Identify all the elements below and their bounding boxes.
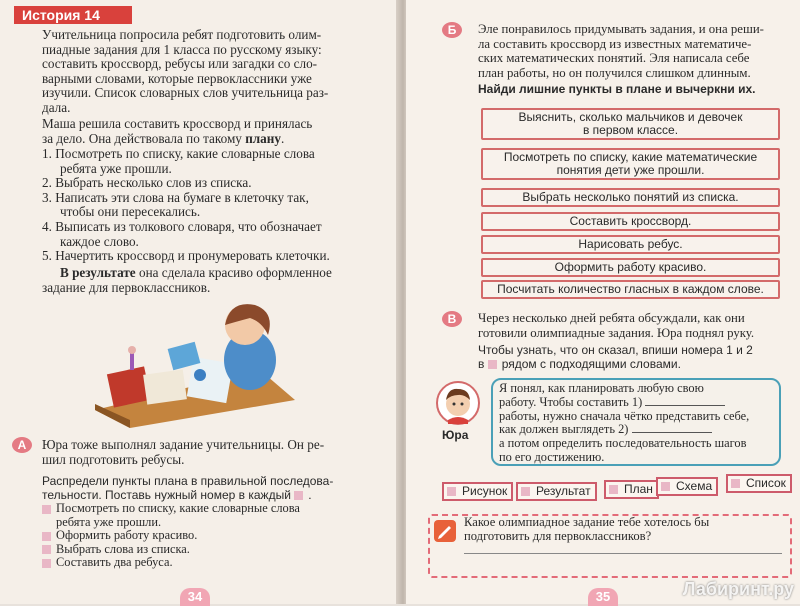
avatar-name: Юра (442, 428, 469, 442)
word-chip[interactable]: Рисунок (442, 482, 513, 501)
masha-paragraph: Маша решила составить кроссворд и принялась за дело. Она действовала по такому плану. (42, 116, 313, 146)
blank-2[interactable] (632, 432, 712, 433)
step-3: 3. Написать эти слова на бумаге в клеточку так, (42, 189, 309, 205)
step-5: 5. Начертить кроссворд и пронумеровать клеточки. (42, 248, 330, 264)
checkbox-icon (294, 491, 303, 500)
plan-item[interactable]: Выбрать несколько понятий из списка. (481, 188, 780, 207)
page-number-left: 34 (180, 588, 210, 606)
task-v-badge: В (442, 311, 462, 327)
word-chip[interactable]: Список (726, 474, 792, 493)
girl-drawing-illustration (90, 300, 300, 428)
plan-item[interactable]: Нарисовать ребус. (481, 235, 780, 254)
answer-line[interactable] (464, 553, 782, 554)
task-a-items: Посмотреть по списку, какие словарные слова ребята уже прошли. Оформить работу красиво. Выбрать слова из списка. Составить два ребуса. (42, 502, 382, 570)
story-header: История 14 (14, 6, 132, 24)
left-page (0, 0, 400, 604)
number-box[interactable] (42, 559, 51, 568)
task-a-item: Выбрать слова из списка. (42, 543, 382, 557)
pencil-icon (434, 520, 456, 542)
task-a-text: Юра тоже выполнял задание учительницы. Он ре- шил подготовить ребусы. (42, 437, 325, 467)
word-chip[interactable]: Результат (516, 482, 597, 501)
word-chip[interactable]: Схема (656, 477, 718, 496)
question-text: Какое олимпиадное задание тебе хотелось бы подготовить для первоклассников? (464, 515, 710, 543)
task-a-instruction: Распредели пункты плана в правильной последова- тельности. Поставь нужный номер в каждый . (42, 474, 334, 502)
step-1: 1. Посмотреть по списку, какие словарные слова (42, 146, 315, 161)
speech-bubble: Я понял, как планировать любую свою работу. Чтобы составить 1) работы, нужно сначала чётко представить себе, как должен выглядеть 2) а потом определить последовательность шагов по его достижению. (491, 378, 781, 466)
plan-item[interactable]: Оформить работу красиво. (481, 258, 780, 277)
number-box[interactable] (42, 532, 51, 541)
task-a-item: Составить два ребуса. (42, 556, 382, 570)
task-b-text: Эле понравилось придумывать задания, и она реши- ла составить кроссворд из известных математиче- ских математических понятий. Эля написала себе план работы, но он получился слишком длинным. (478, 22, 764, 80)
watermark: Лабиринт.ру (682, 579, 794, 599)
word-chip[interactable]: План (604, 480, 659, 499)
checkbox-icon (488, 360, 497, 369)
number-box[interactable] (42, 545, 51, 554)
boy-avatar-icon (436, 380, 480, 426)
page-number-right: 35 (588, 588, 618, 606)
task-b-instruction: Найди лишние пункты в плане и вычеркни их. (478, 82, 756, 96)
plan-item[interactable]: Посчитать количество гласных в каждом слове. (481, 280, 780, 299)
step-4: 4. Выписать из толкового словаря, что обозначает (42, 218, 322, 234)
right-page (406, 0, 800, 604)
task-a-item: Посмотреть по списку, какие словарные слова (42, 502, 382, 516)
intro-paragraph: Учительница попросила ребят подготовить олим- пиадные задания для 1 класса по русскому языку: составить кроссворд, ребусы или загадки со сло- варными словами, которые первоклассники уже изучили. Список словарных слов учительница раз- дала. (42, 27, 329, 115)
result-paragraph: В результате она сделала красиво оформленное задание для первоклассников. (42, 265, 332, 295)
plan-steps: 1. Посмотреть по списку, какие словарные слова ребята уже прошли. 2. Выбрать несколько слов из списка. 3. Написать эти слова на бумаге в клеточку так, чтобы они пересекались. 4. Выписать из толкового словаря, что обозначает каждое слово. 5. Начертить кроссворд и пронумеровать клеточки. (42, 147, 382, 264)
plan-item[interactable]: Составить кроссворд. (481, 212, 780, 231)
number-box[interactable] (42, 505, 51, 514)
task-v-text: Через несколько дней ребята обсуждали, как они готовили олимпиадные задания. Юра поднял руку. (478, 311, 755, 340)
plan-item[interactable]: Выяснить, сколько мальчиков и девочек в первом классе. (481, 108, 780, 140)
task-a-badge: А (12, 437, 32, 453)
task-a-item: Оформить работу красиво. (42, 529, 382, 543)
blank-1[interactable] (645, 405, 725, 406)
step-2: 2. Выбрать несколько слов из списка. (42, 175, 252, 191)
plan-item[interactable]: Посмотреть по списку, какие математические понятия дети уже прошли. (481, 148, 780, 180)
task-v-instruction: Чтобы узнать, что он сказал, впиши номера 1 и 2 в рядом с подходящими словами. (478, 343, 753, 371)
task-b-badge: Б (442, 22, 462, 38)
